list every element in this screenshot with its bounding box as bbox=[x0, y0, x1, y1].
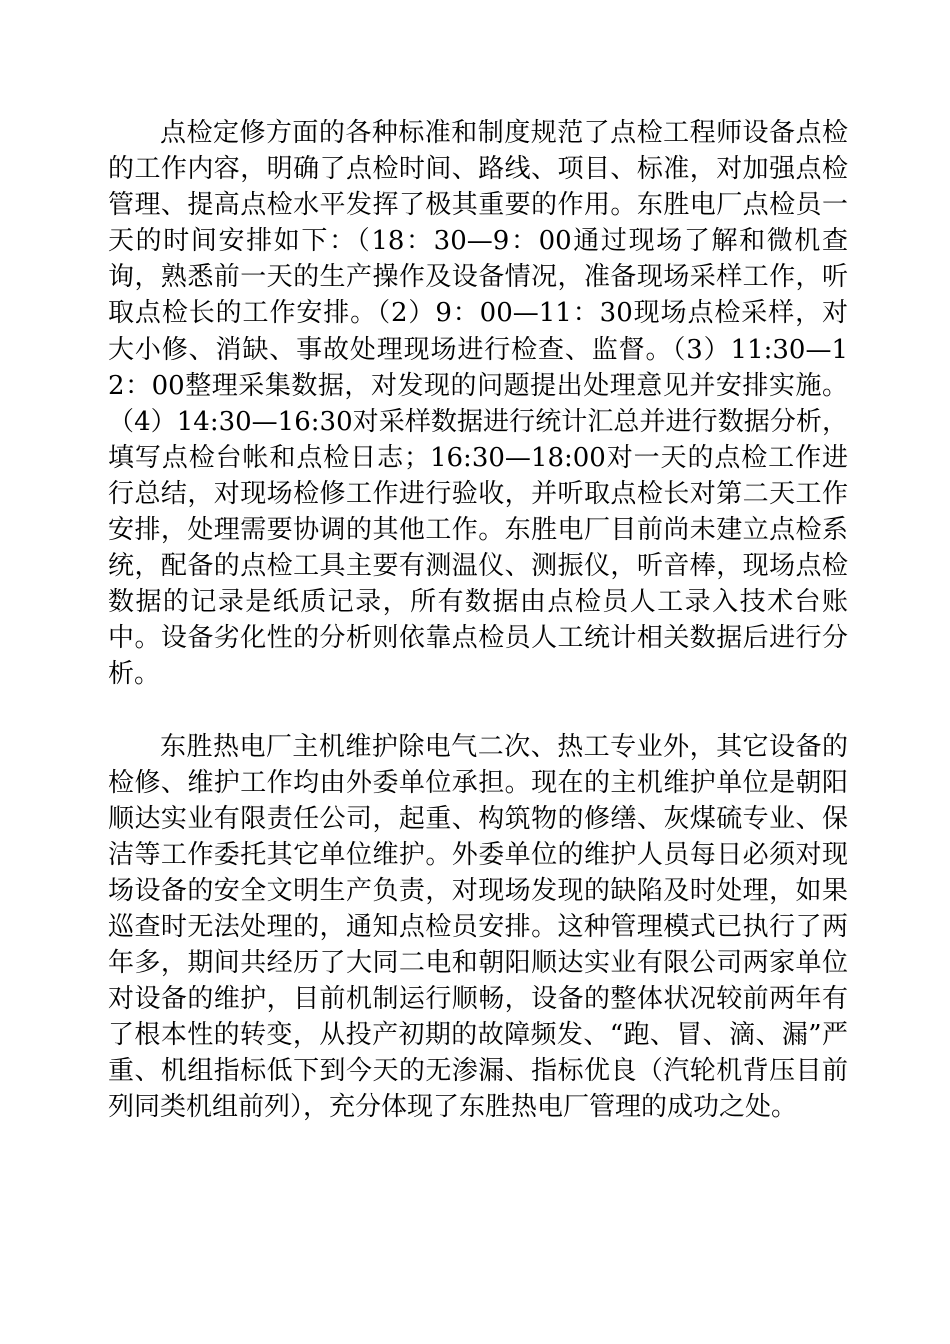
body-paragraph-2: 东胜热电厂主机维护除电气二次、热工专业外，其它设备的检修、维护工作均由外委单位承担。现在的主机维护单位是朝阳顺达实业有限责任公司，起重、构筑物的修缮、灰煤硫专业、保洁等工作委托其它单位维护。外委单位的维护人员每日必须对现场设备的安全文明生产负责，对现场发现的缺陷及时处理，如果巡查时无法处理的，通知点检员安排。这种管理模式已执行了两年多，期间共经历了大同二电和朝阳顺达实业有限公司两家单位对设备的维护，目前机制运行顺畅，设备的整体状况较前两年有了根本性的转变，从投产初期的故障频发、“跑、冒、滴、漏”严重、机组指标低下到今天的无渗漏、指标优良（汽轮机背压目前列同类机组前列），充分体现了东胜热电厂管理的成功之处。 bbox=[108, 731, 848, 1123]
body-paragraph-1: 点检定修方面的各种标准和制度规范了点检工程师设备点检的工作内容，明确了点检时间、路线、项目、标准，对加强点检管理、提高点检水平发挥了极其重要的作用。东胜电厂点检员一天的时间安排如下：（18：30—9：00通过现场了解和微机查询，熟悉前一天的生产操作及设备情况，准备现场采样工作，听取点检长的工作安排。（2）9：00—11：30现场点检采样，对大小修、消缺、事故处理现场进行检查、监督。（3）11:30—12：00整理采集数据，对发现的问题提出处理意见并安排实施。（4）14:30—16:30对采样数据进行统计汇总并进行数据分析，填写点检台帐和点检日志；16:30—18:00对一天的点检工作进行总结，对现场检修工作进行验收，并听取点检长对第二天工作安排，处理需要协调的其他工作。东胜电厂目前尚未建立点检系统，配备的点检工具主要有测温仪、测振仪，听音棒，现场点检数据的记录是纸质记录，所有数据由点检员人工录入技术台账中。设备劣化性的分析则依靠点检员人工统计相关数据后进行分析。 bbox=[108, 118, 848, 690]
document-page bbox=[108, 115, 848, 1126]
